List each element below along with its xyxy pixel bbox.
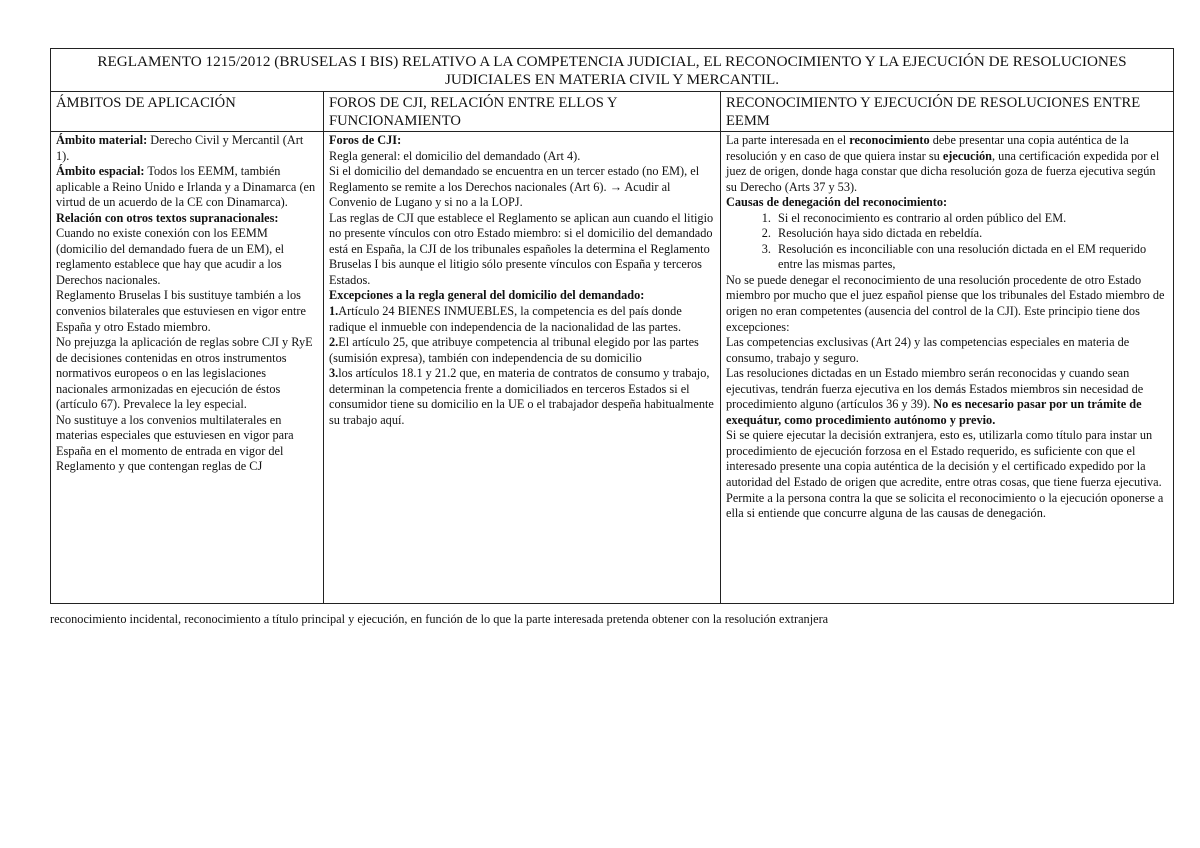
foros-heading: Foros de CJI: [329, 133, 402, 147]
causas-heading: Causas de denegación del reconocimiento: [726, 195, 948, 210]
excepciones-heading: Excepciones a la regla general del domicilio del demandado: [329, 288, 645, 303]
paragraph-oponerse: Permite a la persona contra la que se solicita el reconocimiento o la ejecución oponerse a ella si entiende que concurre alguna de las causas de denegación. [726, 490, 1164, 521]
paragraph-parte-interesada: La parte interesada en el reconocimiento debe presentar una copia auténtica de la resolución y en caso de que quiera instar su ejecución, una certificación expedida por el juez de origen, donde haga constar que dicha resolución goza de fuerza ejecutiva según su Derecho (Arts 37 y 53). [726, 133, 1160, 194]
paragraph-sustituye: Reglamento Bruselas I bis sustituye también a los convenios bilaterales que estuviesen en vigor entre España y otro Estado miembro. [56, 288, 306, 334]
paragraph-tercer-estado: Si el domicilio del demandado se encuentra en un tercer estado (no EM), el Reglamento se remite a los Derechos nacionales (Art 6). → Acudir al Convenio de Lugano y si no a la LOPJ. [329, 164, 700, 210]
paragraph-reglas-cji: Las reglas de CJI que establece el Reglamento se aplican aun cuando el litigio no presente vínculos con otro Estado miembro: si el domicilio del demandado está en España, la CJI de los tribunales españoles la determina el Reglamento Bruselas I bis aunque el litigio sólo presente vínculos con España y terceros Estados. [329, 210, 714, 287]
list-item: 3. Resolución es inconciliable con una resolución dictada en el EM requerido entre las mismas partes, [774, 242, 1168, 273]
regulation-table [50, 48, 1174, 604]
table-title: REGLAMENTO 1215/2012 (BRUSELAS I BIS) RELATIVO A LA COMPETENCIA JUDICIAL, EL RECONOCIMIENTO Y LA EJECUCIÓN DE RESOLUCIONES JUDICIALES EN MATERIA CIVIL Y MERCANTIL. [51, 49, 1174, 92]
excepcion-2: 2.El artículo 25, que atribuye competencia al tribunal elegido por las partes (sumisión expresa), también con independencia de su domicilio [329, 335, 699, 365]
paragraph-exclusivas: Las competencias exclusivas (Art 24) y las competencias especiales en materia de consumo, trabajo y seguro. [726, 335, 1130, 365]
paragraph-multilaterales: No sustituye a los convenios multilaterales en materias especiales que estuviesen en vigor para España en el momento de entrada en vigor del Reglamento y que contengan reglas de CJ [56, 412, 294, 474]
relacion-textos: Relación con otros textos supranacionales: Cuando no existe conexión con los EEMM (domicilio del demandado fuera de un EM), el reglamento establece que hay que acudir a los Derechos nacionales. [56, 210, 285, 287]
cell-foros [324, 132, 721, 604]
ambito-material: Ámbito material: Derecho Civil y Mercantil (Art 1). [56, 133, 304, 163]
header-ambitos: ÁMBITOS DE APLICACIÓN [51, 92, 324, 132]
paragraph-ejecutar: Si se quiere ejecutar la decisión extranjera, esto es, utilizarla como título para instar un procedimiento de ejecución forzosa en el Estado requerido, es suficiente con que el interesado presente una copia auténtica de la decisión y el certificado expedido por la autoridad del Estado de origen que acredite, entre otras cosas, que tiene fuerza ejecutiva. [726, 428, 1162, 490]
paragraph-resoluciones: Las resoluciones dictadas en un Estado miembro serán reconocidas y cuando sean ejecutivas, tendrán fuerza ejecutiva en los demás Estados miembros sin necesidad de procedimiento alguno (artículos 36 y 39). No es necesario pasar por un trámite de exequátur, como procedimiento autónomo y previo. [726, 366, 1144, 427]
cell-ambitos [51, 132, 324, 604]
causas-list [726, 211, 1168, 273]
list-item: 2. Resolución haya sido dictada en rebeldía. [774, 226, 1168, 242]
ambito-espacial: Ámbito espacial: Todos los EEMM, también aplicable a Reino Unido e Irlanda y a Dinamarca (en virtud de un acuerdo de la CE con Dinamarca). [56, 164, 316, 210]
footnote-text: reconocimiento incidental, reconocimiento a título principal y ejecución, en función de lo que la parte interesada pretenda obtener con la resolución extranjera [50, 612, 829, 626]
header-reconocimiento: RECONOCIMIENTO Y EJECUCIÓN DE RESOLUCIONES ENTRE EEMM [721, 92, 1174, 132]
document-page [50, 48, 1173, 604]
excepcion-3: 3.los artículos 18.1 y 21.2 que, en materia de contratos de consumo y trabajo, determinan la competencia frente a domiciliados en terceros Estados si el consumidor tiene su domicilio en la UE o el trabajador despeña habitualmente su trabajo aquí. [329, 366, 714, 427]
list-item: 1. Si el reconocimiento es contrario al orden público del EM. [774, 211, 1168, 227]
paragraph-no-denegar: No se puede denegar el reconocimiento de una resolución procedente de otro Estado miembro por mucho que el juez español piense que los tribunales del Estado miembro de origen no eran competentes (ausencia del control de la CJI). Este principio tiene dos excepciones: [726, 272, 1165, 334]
cell-reconocimiento [721, 132, 1174, 604]
paragraph-regla-general: Regla general: el domicilio del demandado (Art 4). [329, 148, 581, 163]
header-foros: FOROS DE CJI, RELACIÓN ENTRE ELLOS Y FUNCIONAMIENTO [324, 92, 721, 132]
arrow-right-icon: → [609, 179, 622, 194]
excepcion-1: 1.Artículo 24 BIENES INMUEBLES, la competencia es del país donde radique el inmueble con independencia de la nacionalidad de las partes. [329, 304, 682, 334]
paragraph-prejuzga: No prejuzga la aplicación de reglas sobre CJI y RyE de decisiones contenidas en otros instrumentos normativos europeos o en las legislaciones nacionales armonizadas en ejecución de éstos (artículo 67). Prevalece la ley especial. [56, 335, 313, 412]
